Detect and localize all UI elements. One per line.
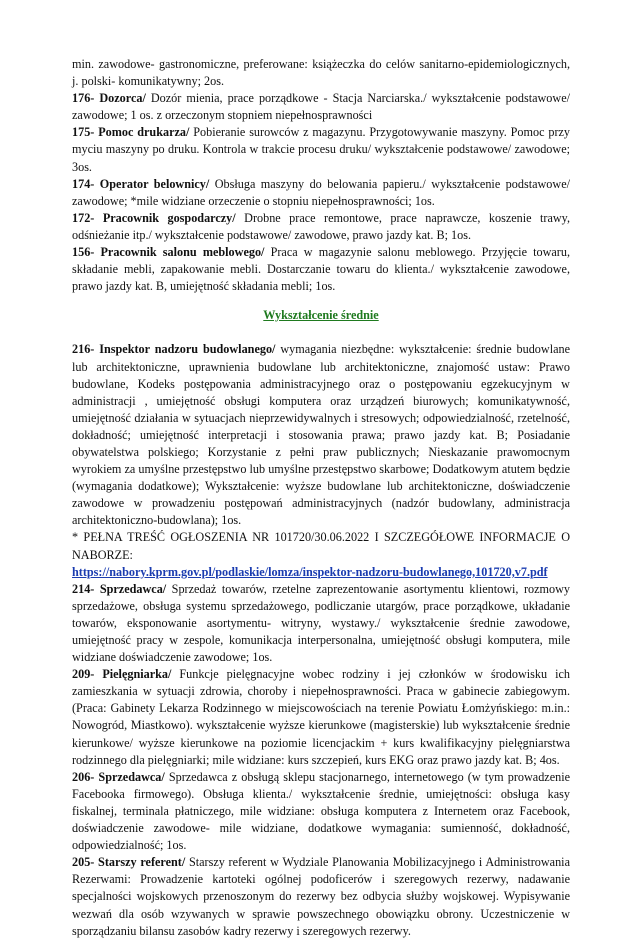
- offer-body: Starszy referent w Wydziale Planowania Mobilizacyjnego i Administrowania Rezerwami: Prowadzenie kartoteki ogólnej podoficerów i szeregowych rezerwy, nadawanie specjalności wojskowych przenoszonym do rezerwy bez odbycia służby wojskowej. Wypisywanie wezwań dla osób wzywanych w sprawie powszechnego obowiązku obrony. Uczestniczenie w sporządzaniu bilansu zasobów kadry rezerwy i szeregowych rezerwy.: [72, 855, 570, 938]
- offer-title: 176- Dozorca/: [72, 91, 146, 106]
- section-title: Wykształcenie średnie: [263, 308, 379, 323]
- offer-172: [72, 210, 570, 244]
- offer-body: Sprzedaż towarów, rzetelne zaprezentowanie asortymentu klientowi, rozmowy sprzedażowe, obsługa systemu sprzedażowego, podliczanie utargów, prace porządkowe, układanie towarów, eksponowanie asortymentu- witryny, wystawy./ wykształcenie średnie zawodowe, umiejętność pracy w zespole, komunikacja interpersonalna, umiejętność obsługi komputera, mile widziane doświadczenie zawodowe; 1os.: [72, 581, 571, 665]
- offer-title: 205- Starszy referent/: [72, 855, 186, 870]
- offer-body: wymagania niezbędne: wykształcenie: średnie budowlane lub architektoniczne, uprawnienia budowlane lub architektoniczne, znajomość ustaw: Prawo budowlane, Kodeks postępowania administracyjnego oraz o postępowaniu egzekucyjnym w administracji , umiejętność obsługi komputera oraz urządzeń biurowych; komunikatywność, umiejętność działania w sytuacjach nieprzewidywalnych i stresowych; odpowiedzialność, rzetelność, dokładność; umiejętność interpretacji i stosowania prawa; prawo jazdy kat. B; Posiadanie obywatelstwa polskiego; Korzystanie z pełni praw publicznych; Nieskazanie prawomocnym wyrokiem za umyślne przestępstwo lub umyślne przestępstwo skarbowe; Dodatkowym atutem będzie (wymagania dodatkowe); Wykształcenie: wyższe budowlane lub architektoniczne, doświadczenie zawodowe w prowadzeniu postępowań administracyjnych (nadzór budowlany, administracja architektoniczno-budowlana); 1os.: [72, 342, 570, 528]
- offer-title: 172- Pracownik gospodarczy/: [72, 210, 236, 225]
- offer-216-note: * PEŁNA TREŚĆ OGŁOSZENIA NR 101720/30.06.2022 I SZCZEGÓŁOWE INFORMACJE O NABORZE:: [72, 530, 570, 562]
- offer-174: [72, 176, 570, 210]
- offer-body: Funkcje pielęgnacyjne wobec rodziny i jej członków w środowisku ich zamieszkania w sytuacji zdrowia, choroby i niepełnosprawności. Praca w gabinecie zabiegowym. (Praca: Gabinety Lekarza Rodzinnego w miejscowościach na terenie Powiatu Łomżyńskiego: m.in.: Nowogród, Miastkowo). wykształcenie wyższe kierunkowe (magisterskie) lub wykształcenie średnie kierunkowe/ wyższe kierunkowe na poziomie licencjackim + kurs kwalifikacyjny pielęgniarstwa rodzinnego dla pielęgniarki; mile widziane: kurs szczepień, kurs EKG oraz prawo jazdy kat. B; 4os.: [72, 667, 570, 767]
- offer-title: 209- Pielęgniarka/: [72, 667, 172, 682]
- offer-body: Dozór mienia, prace porządkowe - Stacja Narciarska./ wykształcenie podstawowe/ zawodowe; 1 os. z orzeczonym stopniem niepełnosprawności: [72, 91, 570, 123]
- offer-body: Pobieranie surowców z magazynu. Przygotowywanie maszyny. Pomoc przy myciu maszyny po druku. Kontrola w trakcie procesu druku/ wykształcenie podstawowe/ zawodowe; 3os.: [72, 125, 571, 174]
- offer-209: [72, 666, 570, 769]
- offer-216-link[interactable]: https://nabory.kprm.gov.pl/podlaskie/lomza/inspektor-nadzoru-budowlanego,101720,v7.pdf: [72, 564, 548, 579]
- offer-156: [72, 244, 570, 295]
- offer-title: 214- Sprzedawca/: [72, 581, 167, 596]
- intro-paragraph: min. zawodowe- gastronomiczne, preferowane: książeczka do celów sanitarno-epidemiologicznych, j. polski- komunikatywny; 2os.: [72, 57, 570, 89]
- offer-title: 174- Operator belownicy/: [72, 176, 210, 191]
- offer-title: 156- Pracownik salonu meblowego/: [72, 245, 265, 260]
- offer-body: Obsługa maszyny do belowania papieru./ wykształcenie podstawowe/ zawodowe; *mile widziane orzeczenie o stopniu niepełnosprawności; 1os.: [72, 176, 570, 208]
- section-heading-secondary-education: [72, 307, 570, 324]
- offer-214: [72, 581, 570, 666]
- offer-title: 175- Pomoc drukarza/: [72, 125, 190, 140]
- offer-body: Drobne prace remontowe, prace naprawcze, koszenie trawy, odśnieżanie itp./ wykształcenie podstawowe/ zawodowe, prawo jazdy kat. B; 1os.: [72, 210, 571, 242]
- offer-206: [72, 769, 570, 854]
- offer-body: Praca w magazynie salonu meblowego. Przyjęcie towaru, składanie mebli, zapakowanie mebli. Dostarczanie towaru do klienta./ wykształcenie zawodowe, prawo jazdy kat. B, umiejętność składania mebli; 1os.: [72, 245, 571, 294]
- offer-175: [72, 124, 570, 175]
- offer-title: 216- Inspektor nadzoru budowlanego/: [72, 342, 276, 357]
- offer-216: [72, 341, 570, 529]
- offer-body: Sprzedawca z obsługą sklepu stacjonarnego, internetowego (w tym prowadzenie Facebooka firmowego). Obsługa klienta./ wykształcenie średnie, umiejętności: obsługa kasy fiskalnej, terminala płatniczego, mile widziane: obsługa komputera z Internetem oraz Facebook, doświadczenie zawodowe- mile widziane, dodatkowe wymagania: sumienność, dokładność, odpowiedzialność; 1os.: [72, 769, 570, 853]
- offer-176: [72, 90, 570, 124]
- offer-205: [72, 854, 570, 939]
- offer-title: 206- Sprzedawca/: [72, 769, 165, 784]
